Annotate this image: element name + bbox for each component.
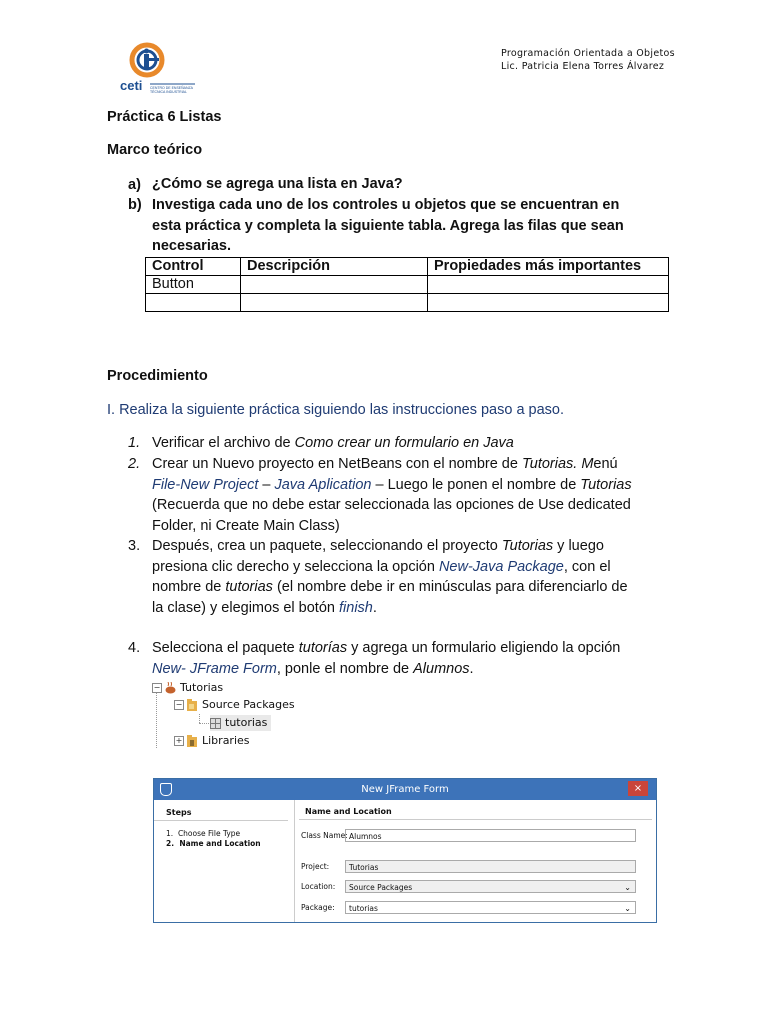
project-field: Tutorias bbox=[345, 860, 636, 873]
tree-node-project[interactable]: − Tutorias bbox=[153, 681, 224, 694]
dialog-titlebar[interactable] bbox=[154, 779, 656, 800]
class-name-input[interactable]: Alumnos bbox=[345, 829, 636, 842]
collapse-icon[interactable]: − bbox=[153, 683, 161, 692]
teacher-name: Lic. Patricia Elena Torres Álvarez bbox=[501, 61, 665, 72]
item-b-line: esta práctica y completa la siguiente tabla. Agrega las filas que sean bbox=[152, 217, 624, 234]
tree-guide bbox=[156, 690, 158, 748]
collapse-icon[interactable]: − bbox=[175, 700, 183, 709]
page-title: Práctica 6 Listas bbox=[107, 109, 222, 125]
logo-text: ceti bbox=[120, 78, 143, 93]
item-b-line: necesarias. bbox=[152, 238, 232, 254]
table-header-row bbox=[146, 258, 669, 276]
table-cell bbox=[241, 276, 428, 294]
section-heading: Name and Location bbox=[299, 800, 652, 820]
step1-text: Verificar el archivo de Como crear un formulario en Java bbox=[152, 435, 514, 451]
expand-icon[interactable]: + bbox=[175, 736, 183, 745]
step2-line: Crear un Nuevo proyecto en NetBeans con el nombre de Tutorias. Menú bbox=[152, 456, 618, 472]
step-item: 1. Choose File Type bbox=[166, 829, 241, 838]
table-cell bbox=[241, 294, 428, 312]
step4-line: Selecciona el paquete tutorías y agrega un formulario eligiendo la opción bbox=[152, 640, 621, 656]
form-panel bbox=[295, 800, 656, 922]
libraries-folder-icon bbox=[187, 735, 198, 747]
chevron-down-icon: ⌄ bbox=[624, 904, 631, 913]
step-number: 3. bbox=[128, 538, 141, 554]
step2-line: Folder, ni Create Main Class) bbox=[152, 517, 340, 534]
location-label: Location: bbox=[301, 882, 336, 891]
course-name: Programación Orientada a Objetos bbox=[501, 48, 675, 59]
table-cell bbox=[428, 294, 669, 312]
procedimiento-intro: I. Realiza la siguiente práctica siguiendo las instrucciones paso a paso. bbox=[107, 402, 565, 418]
chevron-down-icon: ⌄ bbox=[624, 883, 631, 892]
procedimiento-heading: Procedimiento bbox=[107, 368, 208, 384]
step2-line: File-New Project – Java Aplication – Luego le ponen el nombre de Tutorias bbox=[152, 476, 632, 493]
tree-node-source[interactable]: − Source Packages bbox=[175, 698, 295, 711]
steps-list bbox=[154, 821, 294, 849]
tree-node-libraries[interactable]: + Libraries bbox=[175, 734, 250, 747]
java-project-icon bbox=[165, 682, 176, 694]
new-jframe-dialog bbox=[153, 778, 657, 923]
table-header: Descripción bbox=[241, 258, 428, 276]
item-a-label: a) bbox=[128, 177, 141, 193]
step2-line: (Recuerda que no debe estar seleccionada las opciones de Use dedicated bbox=[152, 497, 631, 513]
step3-line: presiona clic derecho y selecciona la opción New-Java Package, con el bbox=[152, 558, 611, 575]
package-select[interactable]: tutorias ⌄ bbox=[345, 901, 636, 914]
step3-line: la clase) y elegimos el botón finish. bbox=[152, 599, 377, 616]
step4-line: New- JFrame Form, ponle el nombre de Alumnos. bbox=[152, 660, 474, 677]
logo-subtext: CENTRO DE ENSEÑANZA TÉCNICA INDUSTRIAL bbox=[150, 86, 193, 94]
tree-guide bbox=[199, 723, 209, 725]
shield-icon bbox=[160, 783, 172, 796]
source-folder-icon bbox=[187, 699, 198, 711]
step-number: 4. bbox=[128, 640, 141, 656]
item-a-text: ¿Cómo se agrega una lista en Java? bbox=[152, 176, 403, 192]
table-cell bbox=[146, 294, 241, 312]
project-tree bbox=[152, 680, 302, 758]
table-header: Propiedades más importantes bbox=[428, 258, 669, 276]
dialog-title: New JFrame Form bbox=[361, 784, 449, 795]
steps-panel bbox=[154, 800, 295, 922]
table-cell bbox=[428, 276, 669, 294]
item-b-label: b) bbox=[128, 197, 142, 213]
steps-heading: Steps bbox=[154, 800, 288, 821]
step3-line: nombre de tutorias (el nombre debe ir en minúsculas para diferenciarlo de bbox=[152, 579, 628, 595]
class-name-label: Class Name: bbox=[301, 831, 348, 840]
tree-guide bbox=[199, 714, 201, 723]
table-cell: Button bbox=[146, 276, 241, 294]
table-header: Control bbox=[146, 258, 241, 276]
step-number: 2. bbox=[128, 456, 141, 472]
step3-line: Después, crea un paquete, seleccionando el proyecto Tutorias y luego bbox=[152, 538, 604, 554]
package-label: Package: bbox=[301, 903, 335, 912]
tree-node-package[interactable]: tutorias bbox=[210, 715, 271, 731]
table-row bbox=[146, 294, 669, 312]
ceti-logo bbox=[120, 40, 200, 100]
step-item-current: 2. Name and Location bbox=[166, 839, 261, 848]
header-info bbox=[501, 47, 675, 73]
controls-table bbox=[145, 257, 669, 312]
package-icon bbox=[210, 717, 221, 729]
project-label: Project: bbox=[301, 862, 330, 871]
location-select[interactable]: Source Packages ⌄ bbox=[345, 880, 636, 893]
step-number: 1. bbox=[128, 435, 141, 451]
table-row bbox=[146, 276, 669, 294]
marco-heading: Marco teórico bbox=[107, 142, 203, 158]
item-b-line: Investiga cada uno de los controles u objetos que se encuentran en bbox=[152, 197, 620, 213]
close-button[interactable]: × bbox=[628, 781, 648, 796]
